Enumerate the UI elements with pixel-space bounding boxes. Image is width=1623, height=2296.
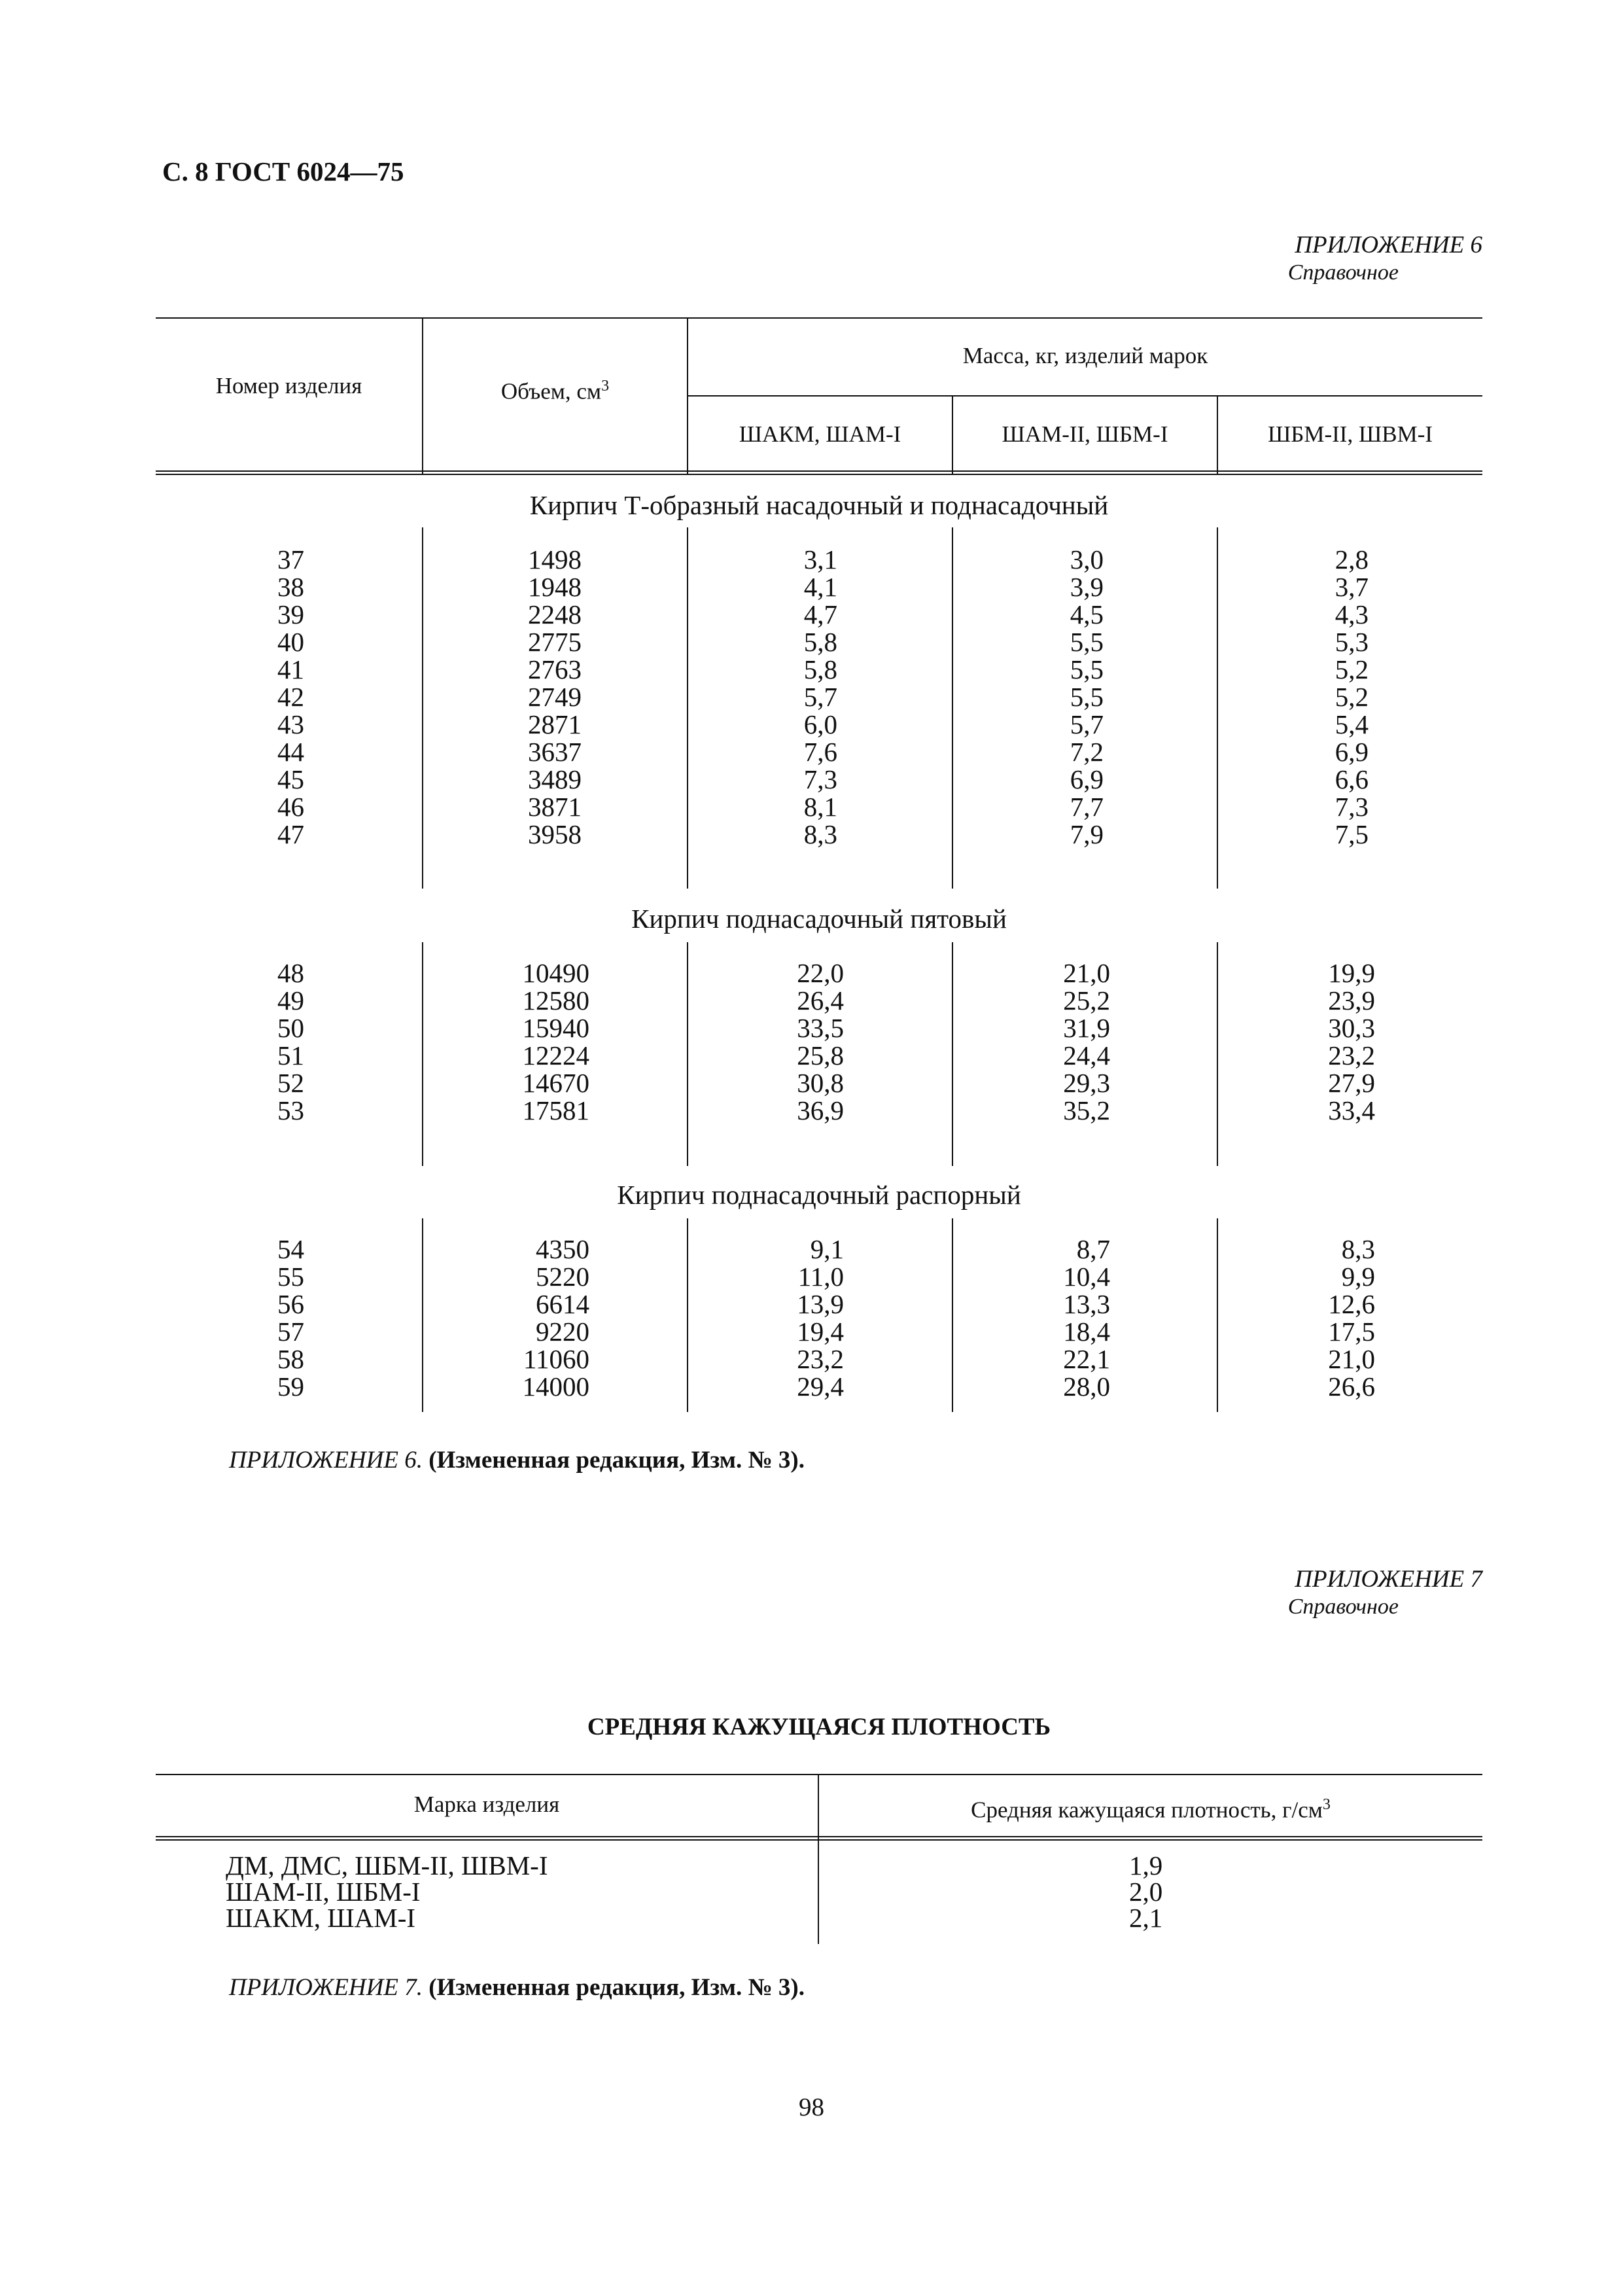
table-cell: 21,0 — [1328, 1344, 1375, 1374]
table-cell: 11,0 — [797, 1262, 844, 1292]
table-cell: 7,3 — [1335, 792, 1369, 822]
table-cell: 36,9 — [797, 1095, 844, 1125]
table-cell: 3,7 — [1335, 572, 1369, 602]
table-cell: 7,6 — [803, 737, 837, 767]
col-header-number: Номер изделия — [215, 373, 362, 398]
column-number — [277, 1235, 304, 1400]
appendix7-label-block — [1024, 1566, 1482, 1621]
column-grade2 — [1063, 959, 1110, 1124]
table-cell: 5,2 — [1335, 654, 1369, 684]
table-cell: 43 — [277, 709, 304, 739]
section-title: Кирпич поднасадочный распорный — [617, 1180, 1021, 1210]
table-cell: 2,1 — [1129, 1903, 1163, 1933]
table-cell: 14670 — [522, 1068, 589, 1098]
table-cell: 15940 — [522, 1013, 589, 1043]
table-cell: 57 — [277, 1316, 304, 1347]
table-cell: 3489 — [528, 764, 582, 794]
table-cell: 54 — [277, 1234, 304, 1264]
table-cell: 13,9 — [797, 1289, 844, 1319]
table-cell: ШАМ-II, ШБМ-I — [226, 1877, 421, 1907]
table-cell: 42 — [277, 682, 304, 712]
col-header-grade1: ШАКМ, ШАМ-I — [739, 421, 901, 447]
table-cell: 6,6 — [1335, 764, 1369, 794]
col-header-grade: Марка изделия — [413, 1792, 560, 1817]
column-number — [277, 959, 304, 1124]
table-cell: 5,7 — [803, 682, 837, 712]
appendix6-note — [229, 1446, 805, 1474]
table-cell: 5,5 — [1070, 627, 1104, 657]
table-cell: 39 — [277, 599, 304, 629]
table-cell: 4,1 — [803, 572, 837, 602]
table2-header-rule-2 — [156, 1839, 1482, 1841]
table-cell: 41 — [277, 654, 304, 684]
table-cell: 8,7 — [1076, 1234, 1110, 1264]
table-cell: 9,1 — [810, 1234, 844, 1264]
table-cell: 1498 — [528, 544, 582, 574]
table-cell: 53 — [277, 1095, 304, 1125]
table-cell: 12580 — [522, 985, 589, 1016]
table-cell: 7,7 — [1070, 792, 1104, 822]
appendix7-sublabel: Справочное — [1287, 1595, 1399, 1619]
table1-vline — [952, 527, 953, 889]
column-density — [1129, 1850, 1163, 1933]
table1-vline — [1217, 1218, 1218, 1412]
table-cell: 22,1 — [1063, 1344, 1110, 1374]
appendix6-note-ref: ПРИЛОЖЕНИЕ 6. — [229, 1447, 423, 1474]
col-header-grade3: ШБМ-II, ШВМ-I — [1267, 421, 1433, 447]
table1-vline — [687, 942, 688, 1166]
table-cell: 1948 — [528, 572, 582, 602]
column-volume — [523, 1235, 590, 1400]
table-cell: 13,3 — [1063, 1289, 1110, 1319]
table-cell: 37 — [277, 544, 304, 574]
table-cell: 1,9 — [1129, 1850, 1163, 1881]
table1-vline — [952, 1218, 953, 1412]
table1-vline — [422, 1218, 423, 1412]
table-cell: 3871 — [528, 792, 582, 822]
appendix7-note-ref: ПРИЛОЖЕНИЕ 7. — [229, 1974, 423, 2001]
table-cell: 19,9 — [1328, 958, 1375, 988]
table-cell: 58 — [277, 1344, 304, 1374]
table1-vline — [422, 527, 423, 889]
table-cell: 10490 — [522, 958, 589, 988]
table-cell: 3,9 — [1070, 572, 1104, 602]
col-header-grade2: ШАМ-II, ШБМ-I — [1002, 421, 1168, 447]
table-cell: 9220 — [536, 1316, 589, 1347]
table-cell: 10,4 — [1063, 1262, 1110, 1292]
table1-header-rule-1 — [156, 470, 1482, 472]
table-cell: 21,0 — [1063, 958, 1110, 988]
table-cell: 7,9 — [1070, 819, 1104, 849]
table-cell: 33,4 — [1328, 1095, 1375, 1125]
table-cell: 56 — [277, 1289, 304, 1319]
table-cell: 59 — [277, 1371, 304, 1402]
table-cell: 8,3 — [1341, 1234, 1375, 1264]
appendix7-note — [229, 1973, 805, 2002]
table-cell: 24,4 — [1063, 1040, 1110, 1070]
table-cell: 4,5 — [1070, 599, 1104, 629]
table-cell: 51 — [277, 1040, 304, 1070]
table-cell: 46 — [277, 792, 304, 822]
table-cell: 2248 — [528, 599, 582, 629]
table-cell: 23,9 — [1328, 985, 1375, 1016]
table-cell: 40 — [277, 627, 304, 657]
table-cell: 17,5 — [1328, 1316, 1375, 1347]
table1-header-vline — [687, 318, 688, 474]
table-cell: 7,2 — [1070, 737, 1104, 767]
table-cell: 23,2 — [797, 1344, 844, 1374]
table-cell: 6,9 — [1335, 737, 1369, 767]
appendix7-title: СРЕДНЯЯ КАЖУЩАЯСЯ ПЛОТНОСТЬ — [587, 1714, 1051, 1740]
table-cell: 28,0 — [1063, 1371, 1110, 1402]
appendix6-label-block — [1024, 232, 1482, 287]
table-cell: 4350 — [536, 1234, 589, 1264]
table-cell: 55 — [277, 1262, 304, 1292]
table-cell: 6,0 — [803, 709, 837, 739]
table-cell: 5,8 — [803, 627, 837, 657]
table1-vline — [422, 942, 423, 1166]
section-title: Кирпич Т-образный насадочный и поднасадочный — [529, 490, 1109, 520]
table-cell: 11060 — [523, 1344, 589, 1374]
table-cell: 19,4 — [797, 1316, 844, 1347]
table-cell: 2,8 — [1335, 544, 1369, 574]
table-cell: 3,0 — [1070, 544, 1104, 574]
table-cell: 2763 — [528, 654, 582, 684]
table-cell: 2871 — [528, 709, 582, 739]
table-cell: 52 — [277, 1068, 304, 1098]
table-cell: 27,9 — [1328, 1068, 1375, 1098]
table-cell: 44 — [277, 737, 304, 767]
table1-vline — [687, 1218, 688, 1412]
table-cell: 5,7 — [1070, 709, 1104, 739]
col-header-density-sup: 3 — [1322, 1796, 1331, 1813]
column-grade2 — [1063, 1235, 1110, 1400]
col-header-volume — [423, 373, 687, 405]
table-cell: 47 — [277, 819, 304, 849]
table-cell: ШАКМ, ШАМ-I — [226, 1903, 416, 1933]
table-cell: 48 — [277, 958, 304, 988]
column-volume — [528, 546, 582, 848]
table-cell: 38 — [277, 572, 304, 602]
table-cell: 31,9 — [1063, 1013, 1110, 1043]
table1-vline — [1217, 527, 1218, 889]
column-grade3 — [1335, 546, 1369, 848]
column-grade1 — [804, 546, 837, 848]
table-cell: 8,3 — [803, 819, 837, 849]
table-cell: 49 — [277, 985, 304, 1016]
appendix6-label: ПРИЛОЖЕНИЕ 6 — [1295, 232, 1482, 258]
table-cell: 2,0 — [1129, 1877, 1163, 1907]
appendix6-note-text: (Измененная редакция, Изм. № 3). — [422, 1447, 805, 1474]
table-cell: 29,4 — [797, 1371, 844, 1402]
table-cell: 3,1 — [803, 544, 837, 574]
table-cell: 12,6 — [1328, 1289, 1375, 1319]
table-cell: 35,2 — [1063, 1095, 1110, 1125]
appendix7-note-text: (Измененная редакция, Изм. № 3). — [422, 1974, 805, 2001]
table-cell: 30,3 — [1328, 1013, 1375, 1043]
table-cell: 4,7 — [803, 599, 837, 629]
table-cell: 17581 — [522, 1095, 589, 1125]
table2-header-rule-1 — [156, 1836, 1482, 1837]
table-cell: 2775 — [528, 627, 582, 657]
table-cell: 9,9 — [1341, 1262, 1375, 1292]
table-cell: 26,6 — [1328, 1371, 1375, 1402]
table2-top-rule — [156, 1774, 1482, 1775]
table-cell: 29,3 — [1063, 1068, 1110, 1098]
column-number — [277, 546, 304, 848]
table-cell: 5,4 — [1335, 709, 1369, 739]
column-grade3 — [1328, 1235, 1375, 1400]
column-grade1 — [797, 959, 844, 1124]
table-cell: 7,5 — [1335, 819, 1369, 849]
table-cell: 5220 — [536, 1262, 589, 1292]
table-cell: 6614 — [536, 1289, 589, 1319]
table-cell: 2749 — [528, 682, 582, 712]
table-cell: 26,4 — [797, 985, 844, 1016]
table-cell: 25,8 — [797, 1040, 844, 1070]
table1-subheader-rule — [687, 395, 1482, 397]
col-header-density-text: Средняя кажущаяся плотность, г/см — [971, 1797, 1323, 1823]
table-cell: 14000 — [522, 1371, 589, 1402]
table1-vline — [952, 942, 953, 1166]
appendix6-sublabel: Справочное — [1287, 260, 1399, 285]
table1-vline — [687, 527, 688, 889]
col-header-volume-text: Объем, см — [500, 378, 602, 404]
section-title: Кирпич поднасадочный пятовый — [631, 904, 1007, 934]
column-volume — [523, 959, 590, 1124]
column-grade3 — [1328, 959, 1375, 1124]
table2-vline — [818, 1841, 819, 1944]
table-cell: 8,1 — [803, 792, 837, 822]
table-cell: 3637 — [528, 737, 582, 767]
table-cell: 6,9 — [1070, 764, 1104, 794]
table-cell: 22,0 — [797, 958, 844, 988]
column-grade — [226, 1850, 548, 1933]
table-cell: 23,2 — [1328, 1040, 1375, 1070]
col-header-volume-sup: 3 — [601, 378, 610, 395]
table-cell: 5,2 — [1335, 682, 1369, 712]
table-cell: 3958 — [528, 819, 582, 849]
page-header: С. 8 ГОСТ 6024—75 — [162, 156, 404, 186]
table-cell: 7,3 — [803, 764, 837, 794]
table-cell: 5,5 — [1070, 654, 1104, 684]
appendix7-label: ПРИЛОЖЕНИЕ 7 — [1295, 1566, 1482, 1593]
column-grade1 — [797, 1235, 844, 1400]
table-cell: 18,4 — [1063, 1316, 1110, 1347]
table-cell: 33,5 — [797, 1013, 844, 1043]
table-cell: 5,8 — [803, 654, 837, 684]
table-cell: 12224 — [522, 1040, 589, 1070]
col-header-mass-group: Масса, кг, изделий марок — [962, 343, 1208, 368]
table-cell: 25,2 — [1063, 985, 1110, 1016]
col-header-density — [819, 1792, 1482, 1824]
table-cell: 45 — [277, 764, 304, 794]
table-cell: 5,5 — [1070, 682, 1104, 712]
table1-top-rule — [156, 317, 1482, 319]
column-grade2 — [1070, 546, 1104, 848]
table-cell: ДМ, ДМС, ШБМ-II, ШВМ-I — [226, 1850, 548, 1881]
table1-vline — [1217, 942, 1218, 1166]
page-number: 98 — [799, 2093, 824, 2121]
table-cell: 50 — [277, 1013, 304, 1043]
table-cell: 30,8 — [797, 1068, 844, 1098]
table-cell: 4,3 — [1335, 599, 1369, 629]
table1-header-rule-2 — [156, 474, 1482, 475]
table-cell: 5,3 — [1335, 627, 1369, 657]
